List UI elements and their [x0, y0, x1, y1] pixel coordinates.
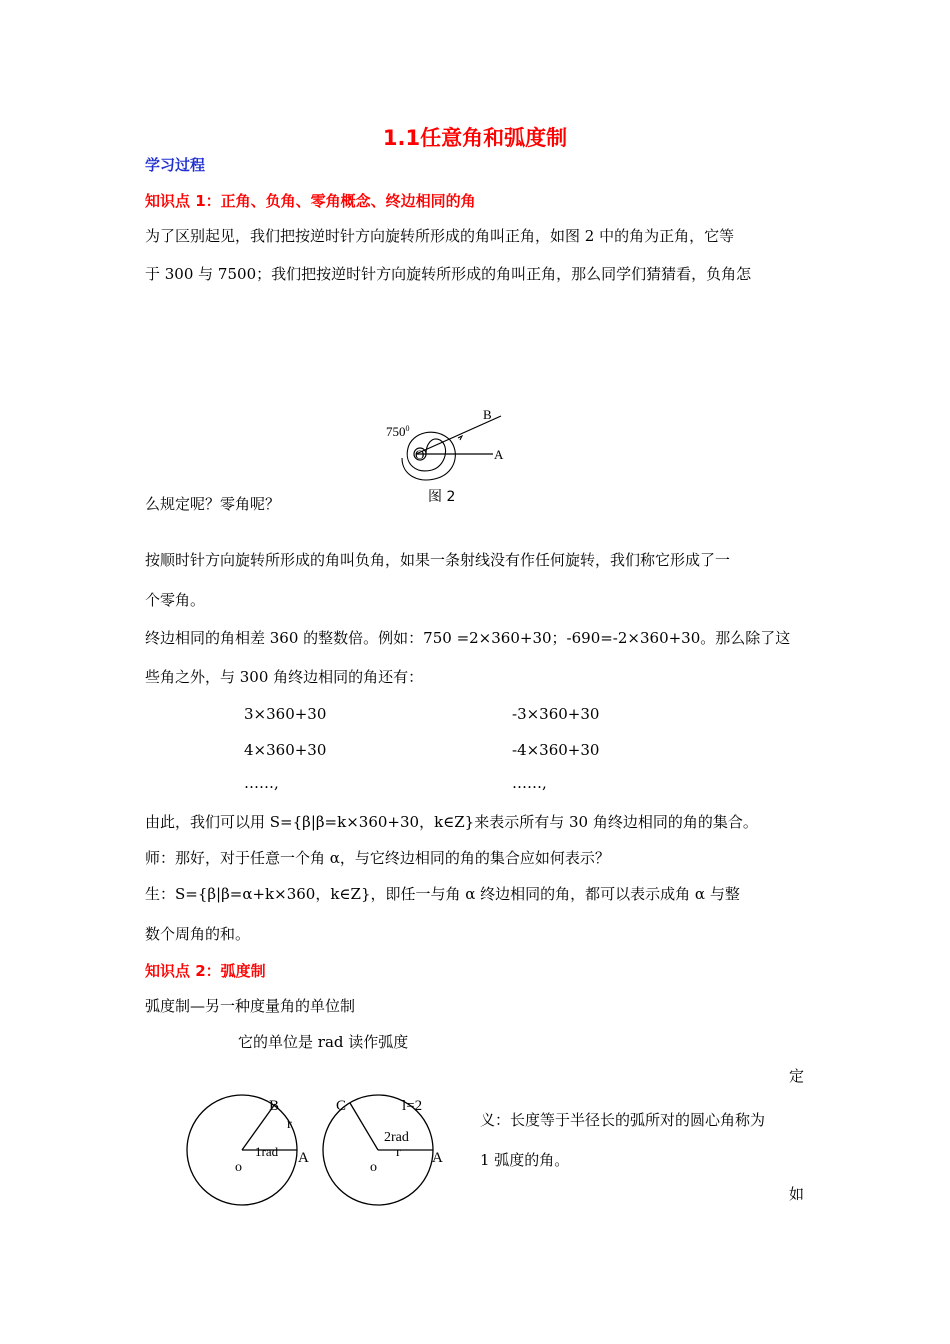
list-right-item: -3×360+30 — [512, 705, 600, 723]
paragraph-2-line-1: 按顺时针方向旋转所形成的角叫负角，如果一条射线没有作任何旋转，我们称它形成了一 — [145, 551, 731, 569]
paragraph-1-line-3: 么规定呢？零角呢？ — [145, 495, 281, 513]
radius-oc — [350, 1103, 378, 1150]
circle-1rad-diagram — [185, 1090, 315, 1210]
definition-line-2: 1 弧度的角。 — [480, 1151, 570, 1169]
definition-line-1: 义：长度等于半径长的弧所对的圆心角称为 — [480, 1111, 766, 1129]
label-o: o — [235, 1160, 242, 1175]
paragraph-4: 由此，我们可以用 S={β|β=k×360+30，k∈Z}来表示所有与 30 角终边相同的角的集合。 — [145, 813, 758, 831]
label-l: l=2 — [402, 1098, 423, 1114]
label-2rad: 2rad — [384, 1130, 409, 1145]
rotation-spiral — [402, 432, 455, 480]
label-a: A — [494, 447, 504, 462]
label-r: r — [287, 1117, 292, 1132]
definition-start: 定 — [789, 1067, 805, 1085]
circle-2rad-diagram — [318, 1090, 458, 1210]
radian-unit: 它的单位是 rad 读作弧度 — [238, 1033, 409, 1051]
teacher-question: 师：那好，对于任意一个角 α，与它终边相同的角的集合应如何表示？ — [145, 849, 610, 867]
label-1rad: 1rad — [255, 1144, 279, 1159]
label-r: r — [396, 1145, 401, 1160]
label-b: B — [483, 407, 492, 422]
section-heading: 学习过程 — [145, 156, 206, 174]
student-answer-line-1: 生：S={β|β=α+k×360，k∈Z}，即任一与角 α 终边相同的角，都可以表示成角 α 与整 — [145, 885, 740, 903]
knowledge-point-2-heading: 知识点 2：弧度制 — [145, 962, 266, 980]
label-o: o — [370, 1160, 377, 1175]
list-left-item: 4×360+30 — [244, 741, 327, 759]
list-left-item: 3×360+30 — [244, 705, 327, 723]
knowledge-point-1-heading: 知识点 1：正角、负角、零角概念、终边相同的角 — [145, 192, 476, 210]
paragraph-3-line-1: 终边相同的角相差 360 的整数倍。例如：750 =2×360+30；-690=-2×360+30。那么除了这 — [145, 629, 791, 647]
page-title: 1.1任意角和弧度制 — [382, 126, 568, 150]
list-left-item: ……, — [244, 774, 279, 792]
radian-intro: 弧度制—另一种度量角的单位制 — [145, 997, 356, 1015]
list-right-item: ……, — [512, 774, 547, 792]
paragraph-1-line-1: 为了区别起见，我们把按逆时针方向旋转所形成的角叫正角，如图 2 中的角为正角，它等 — [145, 227, 735, 245]
paragraph-1-line-2: 于 300 与 7500；我们把按逆时针方向旋转所形成的角叫正角，那么同学们猜猜看，负角怎 — [145, 265, 752, 283]
label-b: B — [269, 1098, 280, 1114]
label-o: O — [415, 447, 425, 462]
label-a: A — [298, 1150, 309, 1166]
label-a: A — [432, 1150, 443, 1166]
continuation-text: 如 — [789, 1185, 805, 1203]
paragraph-3-line-2: 些角之外，与 300 角终边相同的角还有： — [145, 668, 424, 686]
paragraph-2-line-2: 个零角。 — [145, 591, 206, 609]
angle-label: $750^0$ — [386, 424, 410, 439]
student-answer-line-2: 数个周角的和。 — [145, 925, 251, 943]
label-c: C — [336, 1098, 347, 1114]
list-right-item: -4×360+30 — [512, 741, 600, 759]
figure-2-caption: 图 2 — [428, 489, 456, 505]
rotation-arrow — [458, 436, 462, 440]
